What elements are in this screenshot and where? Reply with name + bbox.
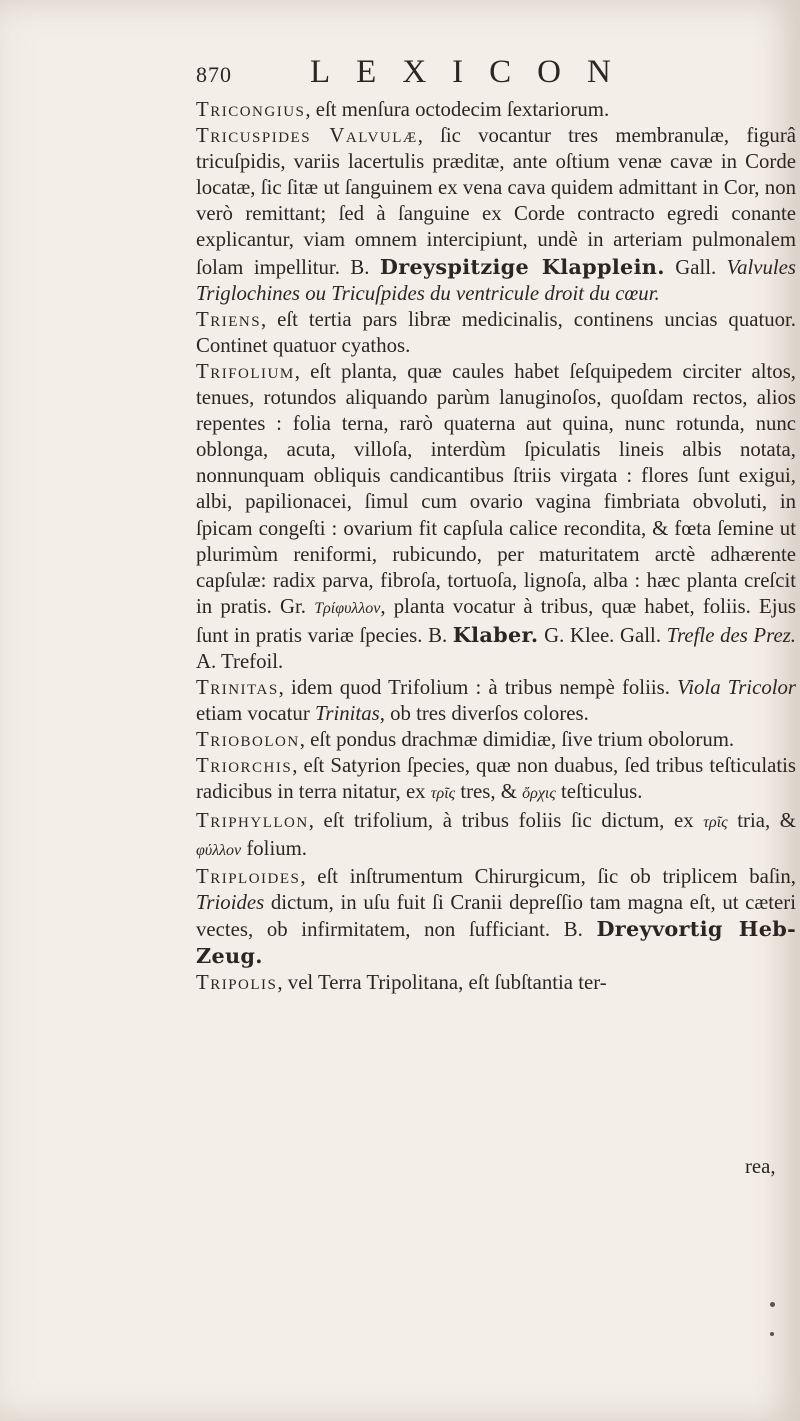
entry-headword: Trinitas: [196, 676, 279, 700]
greek-term: τρῖς: [703, 813, 728, 831]
page-number: 870: [196, 62, 232, 87]
entry-text: , vel Terra Tripolitana, eſt ſubſtantia ter-: [277, 971, 607, 995]
catchword: rea,: [745, 1155, 776, 1178]
entry-text: , idem quod Trifolium : à tribus nempè foliis.: [278, 676, 678, 700]
entry-text: , eſt planta, quæ caules habet ſeſquipedem circiter altos, tenues, rotundos aliquando parùm lanuginoſos, quoſdam rectos, alios repentes : folia terna, rarò quaterna aut quina, nunc rotunda, nunc oblonga, acuta, villoſa, interdùm ſpiculatis lineis albis notata, nonnunquam obliquis candicantibus ſtriis virgata : flores ſunt exigui, albi, papilionacei, ſimul cum ovario vagina fimbriata obvoluti, in ſpicam congeſti : ovarium fit capſula calice recondita, & fœta ſemine ut plurimùm reniformi, rubicundo, per maturitatem arctè adhærente capſulæ: radix parva, fibroſa, tortuoſa, lignoſa, alba : hæc planta creſcit in pratis. Gr.: [196, 359, 796, 618]
entry-headword: Triens: [196, 307, 262, 331]
entry-triobolon: [196, 727, 796, 753]
greek-term: ὄρχις: [522, 785, 556, 803]
entry-headword: Triobolon: [196, 728, 300, 752]
entry-text: tria, &: [727, 808, 796, 832]
entry-triorchis: [196, 753, 796, 807]
entry-tricuspides: [196, 123, 796, 307]
running-head: LEXICON: [310, 54, 637, 90]
entry-trifolium: [196, 359, 796, 675]
entry-text: , ſic vocantur tres membranulæ, figurâ tricuſpidis, variis lacertulis præditæ, ante oſtium venæ cavæ in Corde locatæ, ſic ſitæ ut ſanguinem ex vena cava quidem admittant in Cor, non verò remittant; ſed à ſanguine ex Corde contracto egredi conante explicantur, viam omnem intercipiunt, undè in arteriam pulmonalem ſolam impellitur. B.: [196, 124, 796, 279]
entry-text: , eſt trifolium, à tribus foliis ſic dictum, ex: [308, 808, 704, 832]
entry-headword: Trifolium: [196, 359, 295, 383]
italic-term: Viola Tricolor: [677, 676, 796, 700]
french-term: Trefle des Prez.: [666, 623, 796, 647]
entry-text: G. Klee. Gall.: [538, 623, 667, 647]
entry-tricongius: [196, 97, 796, 123]
entry-text: Gall.: [664, 255, 727, 279]
entry-text: , eſt Satyrion ſpecies, quæ non duabus, ſed tribus teſticulatis radicibus in terra nitatur, ex: [196, 754, 796, 804]
entry-headword: Tricuspides Valvulæ: [196, 124, 418, 148]
entry-text: teſticulus.: [555, 780, 643, 804]
entry-headword: Triploides: [196, 864, 301, 888]
entry-text: , planta vocatur à tribus, quæ habet, foliis. Ejus ſunt in pratis variæ ſpecies. B.: [196, 594, 796, 647]
entry-text: A. Trefoil.: [196, 649, 284, 673]
entry-text: , eſt tertia pars libræ medicinalis, continens uncias quatuor. Continet quatuor cyathos.: [196, 307, 796, 357]
greek-term: τρῖς: [430, 785, 456, 803]
entry-headword: Triphyllon: [196, 808, 309, 832]
greek-term: φύλλον: [196, 841, 242, 859]
entry-tripolis: [196, 970, 796, 996]
greek-term: Τρίφυλλον: [314, 599, 381, 617]
german-term: Klaber.: [452, 621, 539, 647]
entry-text: , ob tres diverſos colores.: [379, 702, 589, 726]
entry-text: tres, &: [455, 780, 523, 804]
entry-text: dictum, in uſu fuit ſi Cranii depreſſio tam magna eſt, ut cæteri vectes, ob infirmitatem, non ſufficiant. B.: [196, 890, 796, 941]
italic-term: Trioides: [196, 890, 265, 914]
page-header: [0, 54, 800, 94]
lexicon-entries: [196, 97, 796, 996]
italic-term: Trinitas: [314, 702, 380, 726]
entry-triens: [196, 307, 796, 359]
entry-headword: Tripolis: [196, 971, 278, 995]
entry-headword: Tricongius: [196, 98, 306, 121]
entry-text: folium.: [241, 836, 308, 860]
entry-triploides: [196, 864, 796, 970]
german-term: Dreyvortig Heb-Zeug.: [196, 915, 797, 968]
ink-speck: [770, 1302, 775, 1307]
entry-text: etiam vocatur: [196, 702, 315, 726]
french-term: Valvules Triglochines ou Tricuſpides du ventricule droit du cœur.: [196, 255, 796, 305]
entry-text: , eſt pondus drachmæ dimidiæ, ſive trium obolorum.: [299, 728, 735, 752]
entry-text: , eſt menſura octodecim ſextariorum.: [305, 98, 610, 121]
entry-headword: Triorchis: [196, 754, 293, 778]
german-term: Dreyspitzige Klapplein.: [379, 253, 665, 279]
ink-speck: [770, 1332, 774, 1336]
entry-trinitas: [196, 675, 796, 727]
entry-triphyllon: [196, 808, 796, 864]
entry-text: , eſt inſtrumentum Chirurgicum, ſic ob triplicem baſin,: [300, 864, 796, 888]
